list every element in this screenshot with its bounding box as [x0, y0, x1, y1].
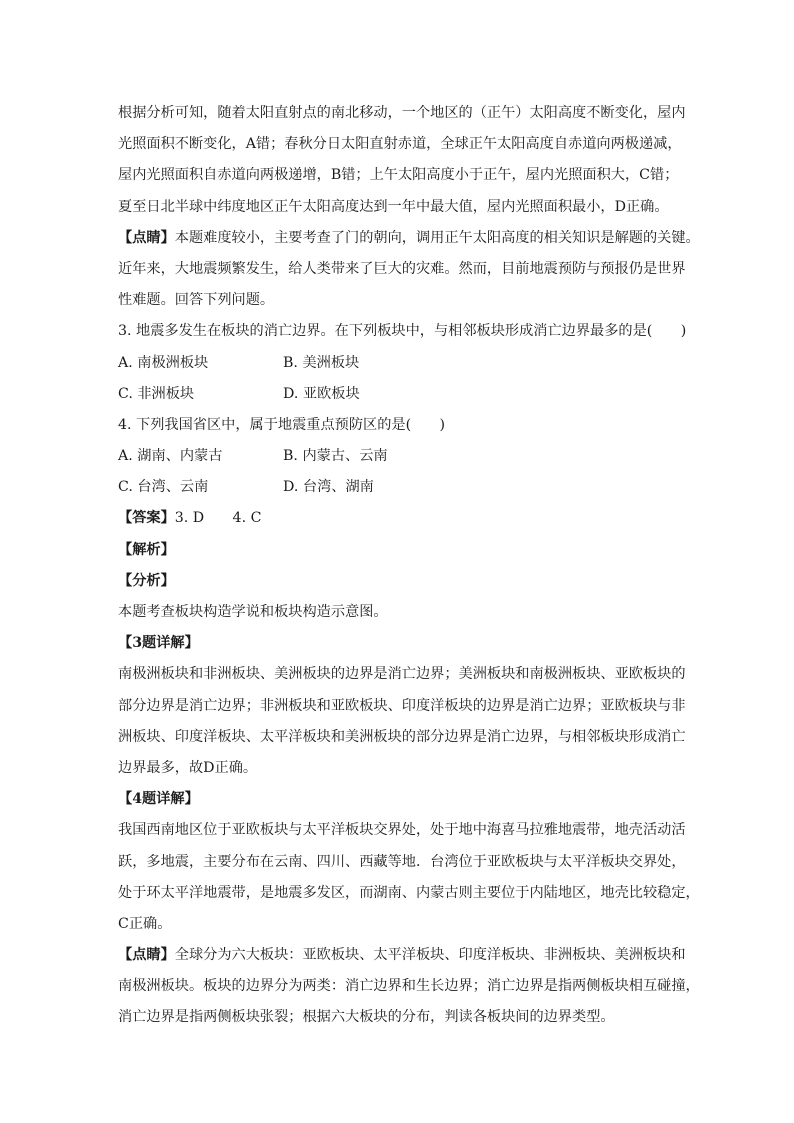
- tip-text: 全球分为六大板块：亚欧板块、太平洋板块、印度洋板块、非洲板块、美洲板块和: [174, 947, 686, 964]
- answer-text: 3. D 4. C: [174, 510, 262, 527]
- tip-label: 【点睛】: [118, 947, 175, 964]
- text-line: 光照面积不断变化，A错；春秋分日太阳直射赤道，全球正午太阳高度自赤道向两极递减，: [118, 136, 682, 153]
- explanation-heading: 【解析】: [118, 541, 175, 558]
- option-a: A. 南极洲板块: [118, 354, 209, 371]
- text-line: 我国西南地区位于亚欧板块与太平洋板块交界处，处于地中海喜马拉雅地震带，地壳活动活: [118, 822, 686, 839]
- question-stem: 3. 地震多发生在板块的消亡边界。在下列板块中，与相邻板块形成消亡边界最多的是( ): [118, 323, 687, 340]
- question-3-detail: [118, 628, 686, 784]
- text-line: 跃，多地震，主要分布在云南、四川、西藏等地．台湾位于亚欧板块与太平洋板块交界处，: [118, 853, 686, 870]
- text-line: C正确。: [118, 915, 172, 932]
- analysis-paragraph: [118, 98, 686, 223]
- text-line: 洲板块、印度洋板块、太平洋板块和美洲板块的部分边界是消亡边界，与相邻板块形成消亡: [118, 728, 686, 745]
- analysis-heading: 【分析】: [118, 572, 175, 589]
- text-line: 根据分析可知，随着太阳直射点的南北移动，一个地区的（正午）太阳高度不断变化，屋内: [118, 105, 686, 121]
- question-3: [118, 316, 687, 410]
- analysis-text: 本题考查板块构造学说和板块构造示意图。: [118, 604, 388, 620]
- intro-paragraph: [118, 254, 686, 316]
- option-c: C. 台湾、云南: [118, 479, 209, 496]
- question-4: [118, 410, 678, 504]
- text-line: 边界最多，故D正确。: [118, 759, 258, 776]
- tip-text: 本题难度较小，主要考查了门的朝向，调用正午太阳高度的相关知识是解题的关键。: [174, 229, 700, 246]
- question-4-detail: [118, 784, 700, 940]
- document-page: [118, 98, 700, 1034]
- tip-label: 【点睛】: [118, 229, 175, 246]
- text-line: 南极洲板块。板块的边界分为两类：消亡边界和生长边界；消亡边界是指两侧板块相互碰撞，: [118, 978, 700, 995]
- text-line: 性难题。回答下列问题。: [118, 292, 275, 309]
- option-d: D. 亚欧板块: [283, 385, 360, 402]
- detail-heading: 【4题详解】: [118, 791, 199, 808]
- option-b: B. 内蒙古、云南: [283, 448, 388, 465]
- text-line: 屋内光照面积自赤道向两极递增，B错；上午太阳高度小于正午，屋内光照面积大，C错；: [118, 167, 679, 184]
- text-line: 部分边界是消亡边界；非洲板块和亚欧板块、印度洋板块的边界是消亡边界；亚欧板块与非: [118, 697, 686, 714]
- tip-section: [118, 223, 700, 254]
- text-line: 近年来，大地震频繁发生，给人类带来了巨大的灾难。然而，目前地震预防与预报仍是世界: [118, 260, 686, 277]
- text-line: [118, 940, 686, 971]
- option-d: D. 台湾、湖南: [283, 479, 374, 496]
- text-line: 南极洲板块和非洲板块、美洲板块的边界是消亡边界；美洲板块和南极洲板块、亚欧板块的: [118, 666, 686, 683]
- text-line: 处于环太平洋地震带，是地震多发区，而湖南、内蒙古则主要位于内陆地区，地壳比较稳定，: [118, 884, 700, 901]
- option-a: A. 湖南、内蒙古: [118, 448, 223, 465]
- option-c: C. 非洲板块: [118, 385, 195, 402]
- answer-line: [118, 503, 678, 534]
- text-line: 夏至日北半球中纬度地区正午太阳高度达到一年中最大值，屋内光照面积最小，D正确。: [118, 198, 669, 215]
- option-b: B. 美洲板块: [283, 354, 360, 371]
- option-row: [118, 348, 678, 379]
- answer-label: 【答案】: [118, 510, 175, 527]
- option-row: [118, 441, 678, 472]
- option-row: [118, 379, 678, 410]
- tip-section-2: [118, 940, 700, 1034]
- text-line: 消亡边界是指两侧板块张裂；根据六大板块的分布，判读各板块间的边界类型。: [118, 1009, 615, 1026]
- question-stem: 4. 下列我国省区中，属于地震重点预防区的是( ): [118, 416, 446, 433]
- option-row: [118, 472, 678, 503]
- detail-heading: 【3题详解】: [118, 635, 199, 652]
